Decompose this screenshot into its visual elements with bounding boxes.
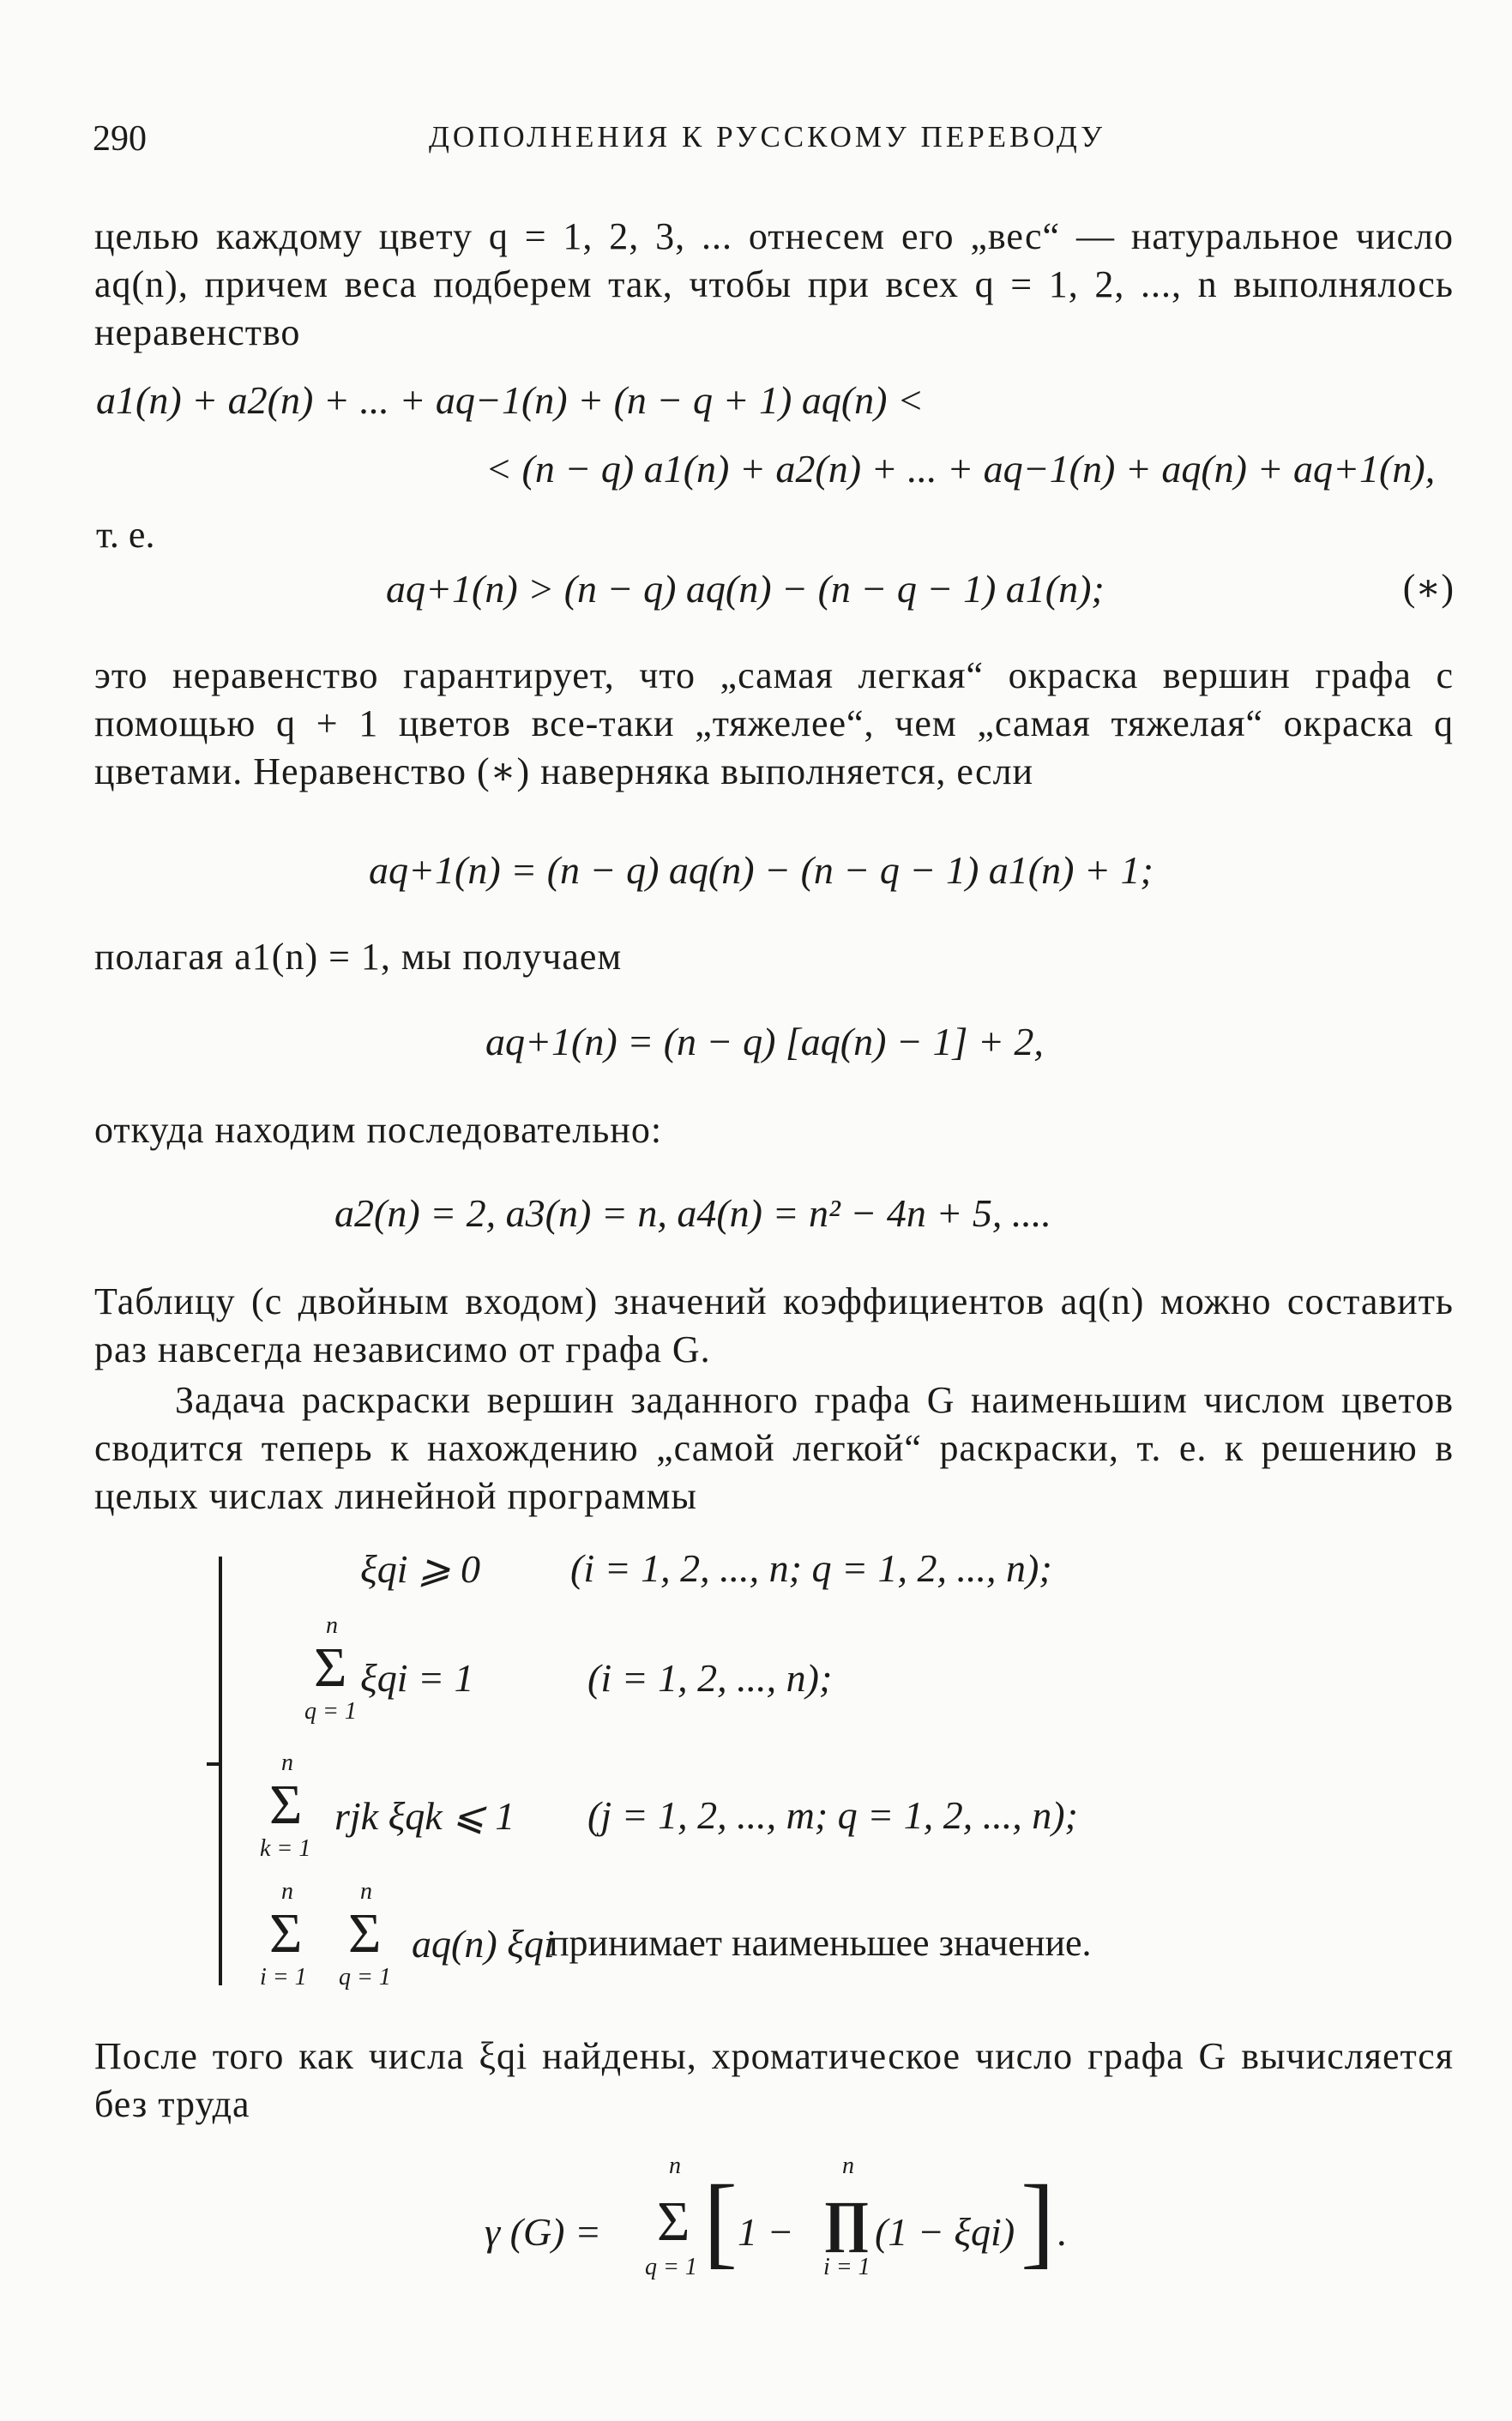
lp-row-4-upper-limit-2: n	[360, 1878, 372, 1905]
lp-row-4-sum-2: Σ	[348, 1902, 382, 1965]
page-number: 290	[93, 119, 147, 159]
gamma-prod-upper-limit: n	[842, 2153, 854, 2179]
paragraph-2: это неравенство гарантирует, что „самая легкая“ окраска вершин графа с помощью q + 1 цветов все-таки „тяжелее“, чем „самая тяжелая“ окраска q цветами. Неравенство (∗) наверняка выполняется, если	[94, 654, 1454, 792]
star-inequality: aq+1(n) > (n − q) aq(n) − (n − q − 1) a1(n);	[386, 567, 1105, 611]
lp-row-2-upper-limit: n	[326, 1612, 338, 1639]
gamma-sum-lower-limit: q = 1	[645, 2254, 697, 2280]
gamma-factor: (1 − ξqi)	[875, 2210, 1015, 2254]
inequality-line-1: a1(n) + a2(n) + ... + aq−1(n) + (n − q + 1) aq(n) <	[96, 378, 925, 422]
lp-row-1-expr: ξqi ⩾ 0	[360, 1547, 481, 1591]
lp-row-4-lower-limit-2: q = 1	[339, 1964, 391, 1990]
recurrence-2: aq+1(n) = (n − q) [aq(n) − 1] + 2,	[485, 1020, 1044, 1063]
gamma-inner: 1 −	[738, 2210, 794, 2254]
gamma-lhs: γ (G) =	[485, 2210, 602, 2254]
lp-row-4-upper-limit-1: n	[281, 1878, 293, 1905]
inequality-line-2: < (n − q) a1(n) + a2(n) + ... + aq−1(n) + aq(n) + aq+1(n),	[485, 447, 1436, 491]
recurrence-1: aq+1(n) = (n − q) aq(n) − (n − q − 1) a1(n) + 1;	[369, 848, 1154, 892]
lp-row-2-sum: Σ	[314, 1636, 347, 1699]
values-line: a2(n) = 2, a3(n) = n, a4(n) = n² − 4n + 5, ....	[334, 1191, 1051, 1235]
paragraph-1: целью каждому цвету q = 1, 2, 3, ... отнесем его „вес“ — натуральное число aq(n), причем веса подберем так, чтобы при всех q = 1, 2, ..., n выполнялось неравенство	[94, 215, 1454, 353]
lp-row-3-expr: rjk ξqk ⩽ 1	[334, 1794, 515, 1838]
lp-row-3-lower-limit: k = 1	[260, 1835, 311, 1862]
lp-row-4-lower-limit-1: i = 1	[260, 1964, 307, 1990]
star-label: (∗)	[1402, 567, 1454, 609]
lp-row-3-cond: (j = 1, 2, ..., m; q = 1, 2, ..., n);	[587, 1793, 1078, 1837]
gamma-sum-upper-limit: n	[669, 2153, 681, 2179]
gamma-prod-lower-limit: i = 1	[823, 2254, 870, 2280]
paragraph-3: полагая a1(n) = 1, мы получаем	[94, 936, 623, 978]
paragraph-6: Задача раскраски вершин заданного графа G наименьшим числом цветов сводится теперь к нахождению „самой легкой“ раскраски, т. е. к решению в целых числах линейной программы	[94, 1379, 1454, 1517]
te-label: т. е.	[96, 514, 155, 556]
gamma-right-bracket: ]	[1021, 2164, 1055, 2278]
lp-row-2-lower-limit: q = 1	[304, 1698, 357, 1725]
gamma-period: .	[1057, 2210, 1067, 2254]
lp-row-3-upper-limit: n	[281, 1750, 293, 1776]
lp-row-3-sum: Σ	[269, 1774, 303, 1836]
paragraph-5: Таблицу (с двойным входом) значений коэффициентов aq(n) можно составить раз навсегда независимо от графа G.	[94, 1280, 1454, 1370]
running-title: ДОПОЛНЕНИЯ К РУССКОМУ ПЕРЕВОДУ	[429, 120, 1106, 154]
lp-row-4-sum-1: Σ	[269, 1902, 303, 1965]
paragraph-7: После того как числа ξqi найдены, хроматическое число графа G вычисляется без труда	[94, 2035, 1454, 2125]
lp-row-2-cond: (i = 1, 2, ..., n);	[587, 1656, 833, 1700]
lp-row-4-cond: принимает наименьшее значение.	[549, 1922, 1092, 1964]
lp-row-1-cond: (i = 1, 2, ..., n; q = 1, 2, ..., n);	[570, 1546, 1052, 1590]
lp-row-2-expr: ξqi = 1	[360, 1656, 474, 1700]
lp-row-4-expr: aq(n) ξqi	[412, 1922, 555, 1966]
gamma-sum: Σ	[657, 2190, 690, 2253]
paragraph-4: откуда находим последовательно:	[94, 1109, 663, 1151]
gamma-product: ∏	[823, 2190, 870, 2253]
system-brace	[219, 1557, 243, 1985]
gamma-left-bracket: [	[703, 2164, 738, 2278]
